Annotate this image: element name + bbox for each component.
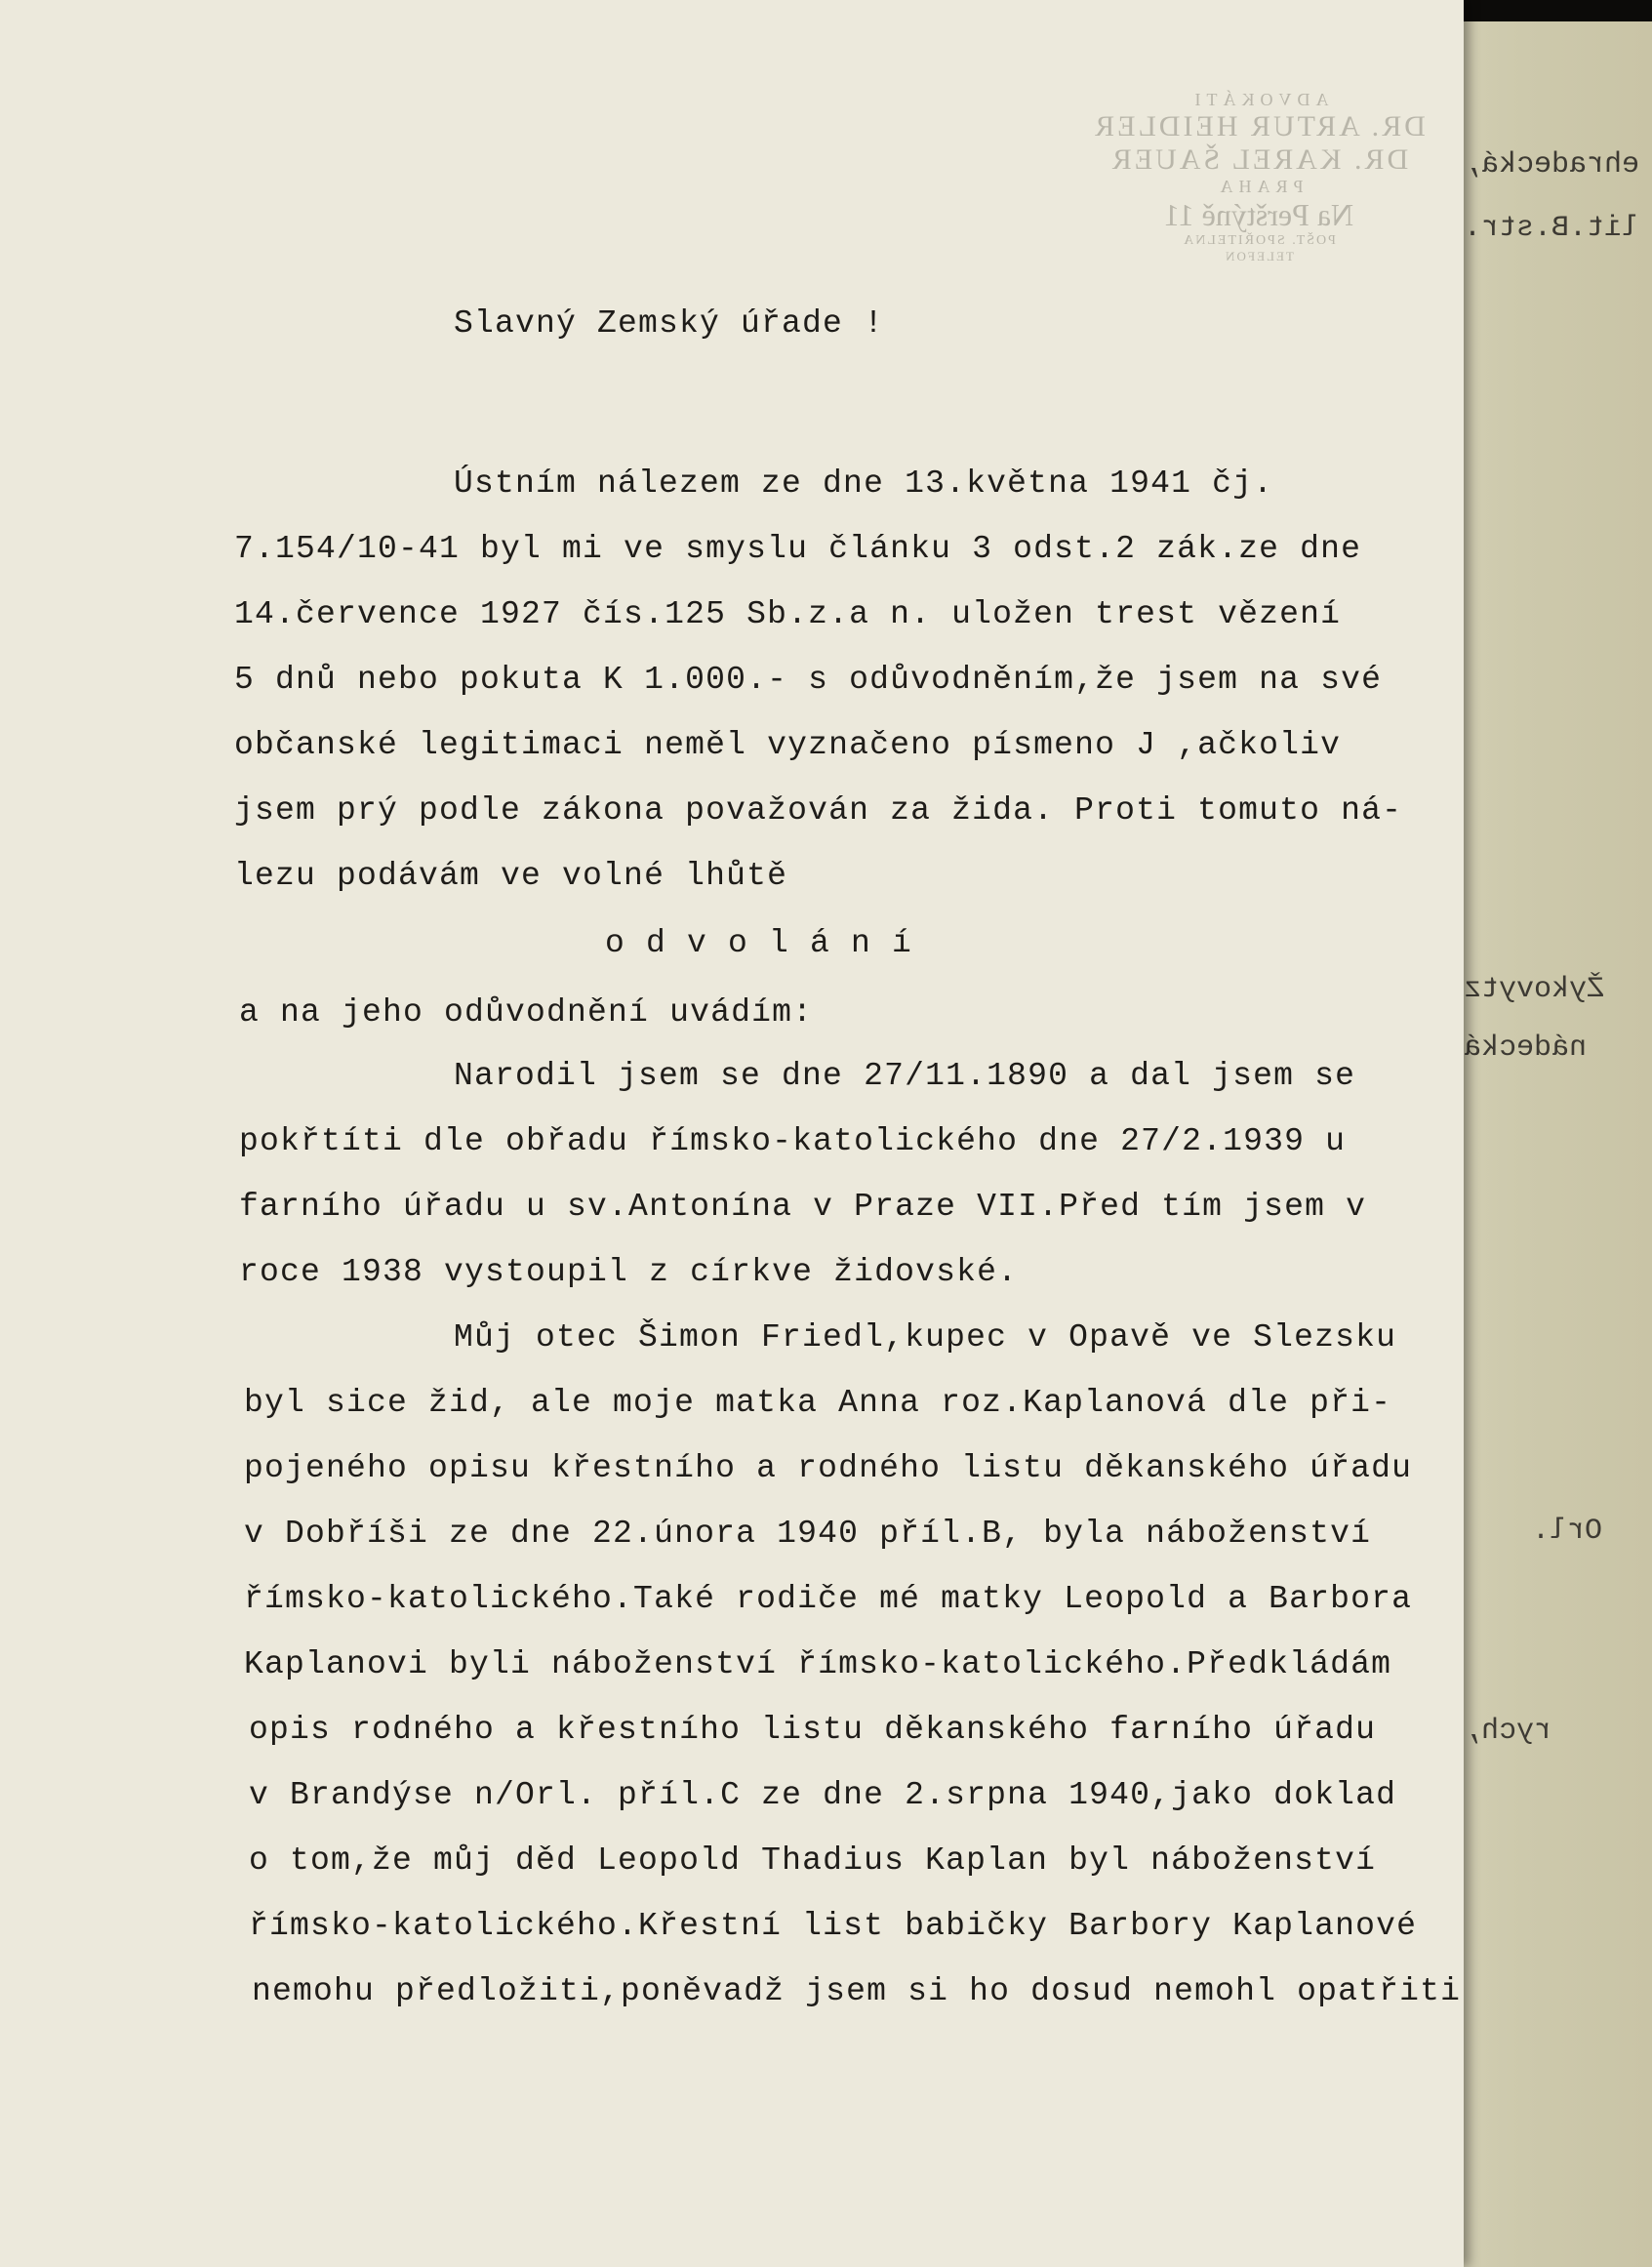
stamp-line: PRAHA [1214,177,1304,196]
text-line: Narodil jsem se dne 27/11.1890 a dal jsem se [454,1058,1356,1094]
text-line: o tom,že můj děd Leopold Thadius Kaplan byl náboženství [249,1842,1377,1879]
text-line: nemohu předložiti,poněvadž jsem si ho dosud nemohl opatřiti [252,1973,1462,2009]
text-line: pokřtíti dle obřadu římsko-katolického dne 27/2.1939 u [239,1123,1347,1159]
text-line: pojeného opisu křestního a rodného listu děkanského úřadu [244,1450,1413,1486]
underlying-text-fragment: rych, [1464,1715,1552,1748]
text-line: 5 dnů nebo pokuta K 1.000.- s odůvodněním,že jsem na své [234,662,1383,698]
text-line: občanské legitimaci neměl vyznačeno písmeno J ,ačkoliv [234,727,1342,763]
stamp-line: POŠT. SPOŘITELNA [1182,233,1336,248]
salutation: Slavný Zemský úřade ! [454,305,885,342]
text-line: v Dobříši ze dne 22.února 1940 příl.B, byla náboženství [244,1516,1372,1552]
text-line: 7.154/10-41 byl mi ve smyslu článku 3 odst.2 zák.ze dne [234,531,1362,567]
law-office-stamp-bleedthrough [1064,90,1454,264]
underlying-text-fragment: Orl. [1532,1515,1603,1548]
underlying-document-sheet [1434,21,1652,2267]
text-line: římsko-katolického.Křestní list babičky Barbory Kaplanové [249,1908,1418,1944]
text-line: Můj otec Šimon Friedl,kupec v Opavě ve Slezsku [454,1319,1397,1356]
underlying-text-fragment: lit.B.str. [1464,212,1640,245]
text-line: a na jeho odůvodnění uvádím: [239,994,814,1031]
text-line: byl sice žid, ale moje matka Anna roz.Kaplanová dle při- [244,1385,1392,1421]
text-line: římsko-katolického.Také rodiče mé matky Leopold a Barbora [244,1581,1413,1617]
text-line: roce 1938 vystoupil z církve židovské. [239,1254,1019,1290]
underlying-text-fragment: ehradecká, [1464,148,1640,182]
stamp-line: DR. ARTUR HEIDLER [1092,110,1426,142]
text-line: v Brandýse n/Orl. příl.C ze dne 2.srpna 1940,jako doklad [249,1777,1397,1813]
stamp-line: TELEFON [1224,249,1294,263]
underlying-text-fragment: Žykovytz [1464,973,1605,1006]
stamp-line: Na Perštýně 11 [1163,197,1354,232]
text-line: jsem prý podle zákona považován za žida. Proti tomuto ná- [234,792,1403,829]
text-line: lezu podávám ve volné lhůtě [234,858,788,894]
text-line: 14.července 1927 čís.125 Sb.z.a n. uložen trest vězení [234,596,1342,632]
text-line: Ústním nálezem ze dne 13.května 1941 čj. [454,466,1274,502]
stamp-line: ADVOKÁTI [1189,90,1329,109]
appeal-heading: o d v o l á n í [605,925,913,961]
text-line: opis rodného a křestního listu děkanského farního úřadu [249,1712,1377,1748]
text-line: farního úřadu u sv.Antonína v Praze VII.Před tím jsem v [239,1189,1367,1225]
text-line: Kaplanovi byli náboženství římsko-katolického.Předkládám [244,1646,1392,1682]
stamp-line: DR. KAREL ŠAUER [1108,143,1409,176]
underlying-text-fragment: nádecká [1464,1032,1588,1065]
